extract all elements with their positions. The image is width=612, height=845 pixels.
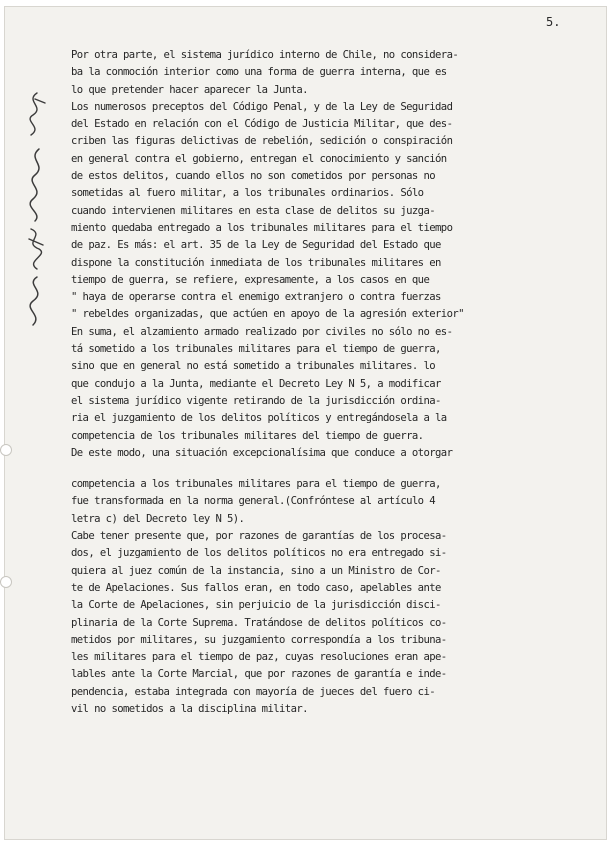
body-paragraphs-upper xyxy=(71,47,571,462)
text-line: en general contra el gobierno, entregan el conocimiento y sanción xyxy=(71,152,447,165)
section-gap xyxy=(71,462,571,476)
text-line: " rebeldes organizadas, que actúen en apoyo de la agresión exterior" xyxy=(71,308,464,321)
text-line: De este modo, una situación excepcionalísima que conduce a otorgar xyxy=(71,446,453,459)
text-line: el sistema jurídico vigente retirando de la jurisdicción ordina- xyxy=(71,394,441,407)
text-line: de paz. Es más: el art. 35 de la Ley de Seguridad del Estado que xyxy=(71,239,441,252)
text-line: pendencia, estaba integrada con mayoría de jueces del fuero ci- xyxy=(71,685,436,698)
text-line: les militares para el tiempo de paz, cuyas resoluciones eran ape- xyxy=(71,651,447,664)
text-line: de estos delitos, cuando ellos no son cometidos por personas no xyxy=(71,170,436,183)
text-line: sino que en general no está sometido a tribunales militares. lo xyxy=(71,360,436,373)
text-line: cuando intervienen militares en esta clase de delitos su juzga- xyxy=(71,204,436,217)
text-line: Cabe tener presente que, por razones de garantías de los procesa- xyxy=(71,530,447,543)
document-page xyxy=(4,6,607,840)
text-line: tá sometido a los tribunales militares para el tiempo de guerra, xyxy=(71,343,441,356)
text-line: sometidas al fuero militar, a los tribunales ordinarios. Sólo xyxy=(71,187,424,200)
text-line: lables ante la Corte Marcial, que por razones de garantía e inde- xyxy=(71,668,447,681)
text-line: dispone la constitución inmediata de los tribunales militares en xyxy=(71,256,441,269)
text-line: miento quedaba entregado a los tribunales militares para el tiempo xyxy=(71,221,453,234)
punch-hole-upper xyxy=(0,444,12,456)
text-line: criben las figuras delictivas de rebelión, sedición o conspiración xyxy=(71,135,453,148)
text-line: vil no sometidos a la disciplina militar. xyxy=(71,702,308,715)
text-line: ria el juzgamiento de los delitos políticos y entregándosela a la xyxy=(71,412,447,425)
text-line: competencia a los tribunales militares para el tiempo de guerra, xyxy=(71,478,441,491)
text-line: Por otra parte, el sistema jurídico interno de Chile, no considera- xyxy=(71,49,459,61)
text-line: En suma, el alzamiento armado realizado por civiles no sólo no es- xyxy=(71,325,453,338)
text-line: fue transformada en la norma general.(Confróntese al artículo 4 xyxy=(71,495,436,508)
text-line: lo que pretender hacer aparecer la Junta. xyxy=(71,83,308,96)
text-line: te de Apelaciones. Sus fallos eran, en todo caso, apelables ante xyxy=(71,581,441,594)
text-line: dos, el juzgamiento de los delitos políticos no era entregado si- xyxy=(71,547,447,560)
text-line: plinaria de la Corte Suprema. Tratándose de delitos políticos co- xyxy=(71,616,447,629)
text-line: quiera al juez común de la instancia, sino a un Ministro de Cor- xyxy=(71,564,441,577)
text-line: letra c) del Decreto ley N 5). xyxy=(71,512,245,525)
text-line: metidos por militares, su juzgamiento correspondía a los tribuna- xyxy=(71,633,447,646)
text-line: competencia de los tribunales militares del tiempo de guerra. xyxy=(71,429,424,442)
text-line: la Corte de Apelaciones, sin perjuicio de la jurisdicción disci- xyxy=(71,599,441,612)
body-paragraphs-lower xyxy=(71,476,571,718)
handwritten-signature-icon xyxy=(15,89,55,329)
text-line: ba la conmoción interior como una forma de guerra interna, que es xyxy=(71,66,447,79)
text-line: que condujo a la Junta, mediante el Decreto Ley N 5, a modificar xyxy=(71,377,441,390)
text-line: del Estado en relación con el Código de Justicia Militar, que des- xyxy=(71,118,453,131)
text-line: Los numerosos preceptos del Código Penal, y de la Ley de Seguridad xyxy=(71,100,453,113)
page-number: 5. xyxy=(546,15,561,29)
text-line: " haya de operarse contra el enemigo extranjero o contra fuerzas xyxy=(71,291,441,304)
letter-body xyxy=(71,47,571,718)
text-line: tiempo de guerra, se refiere, expresamente, a los casos en que xyxy=(71,273,430,286)
punch-hole-lower xyxy=(0,576,12,588)
